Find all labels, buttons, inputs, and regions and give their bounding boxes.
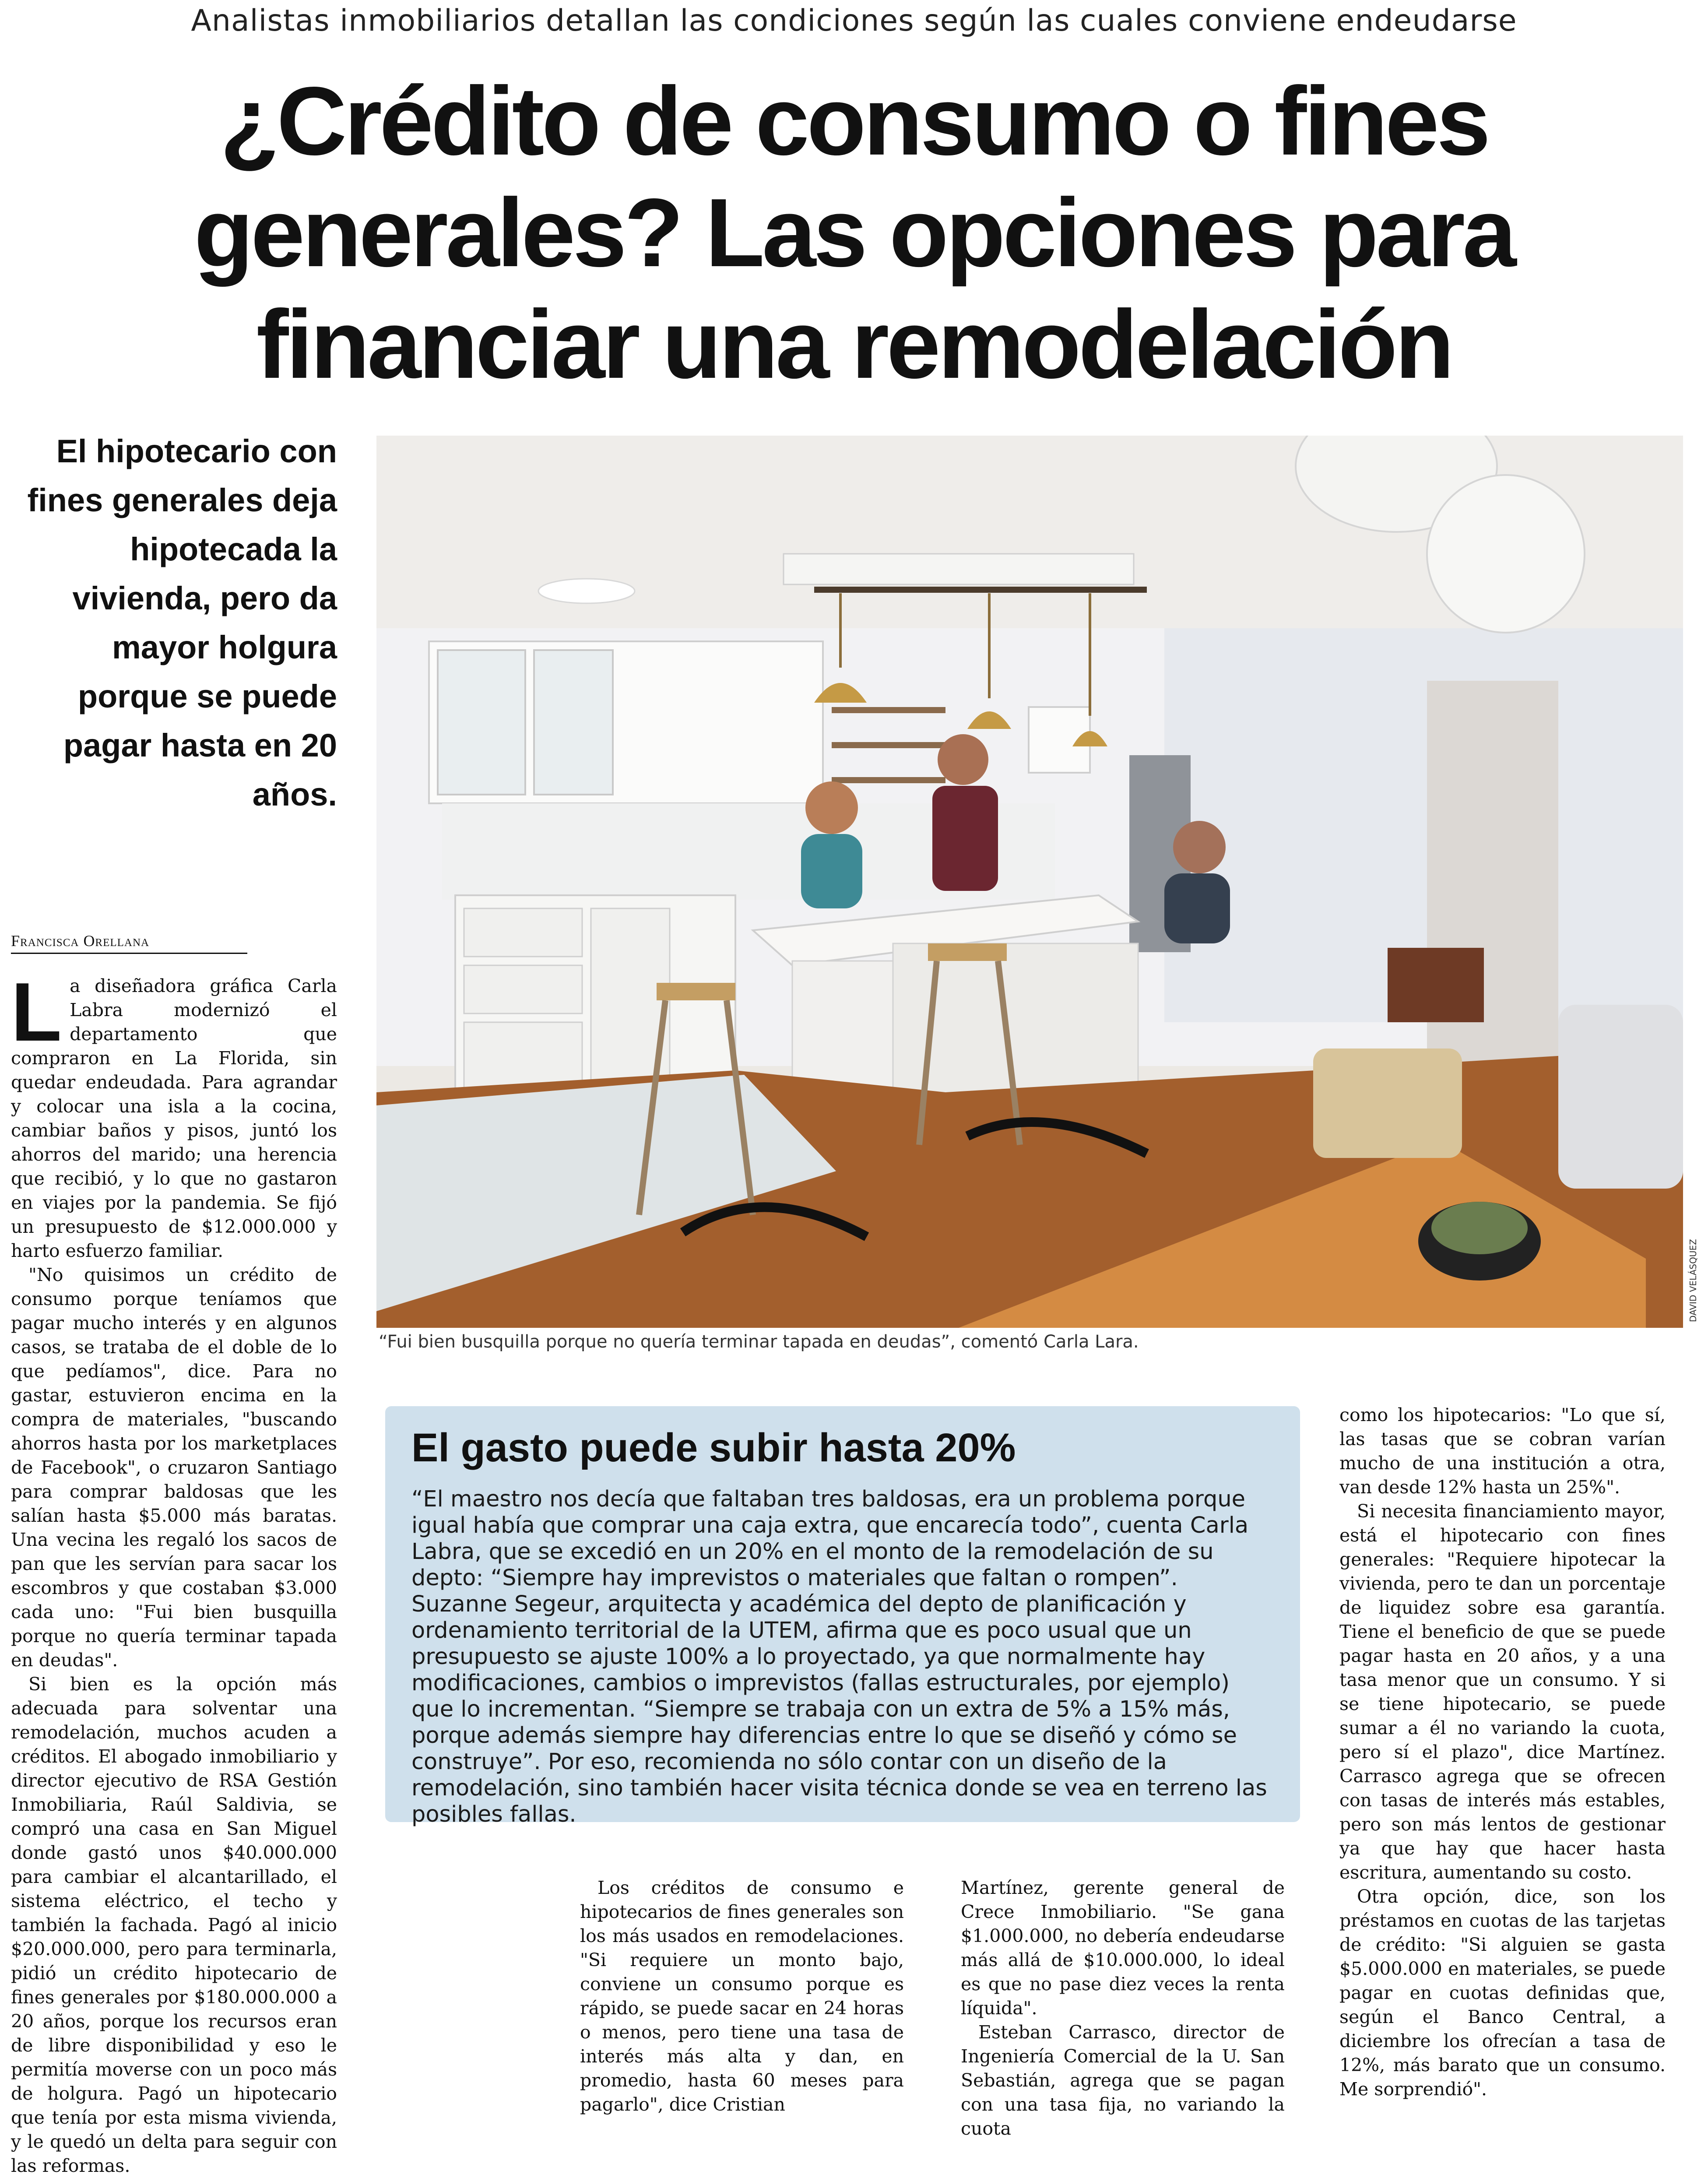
paragraph-8: Si necesita financiamiento mayor, está el hipotecario con fines generales: "Requiere hipotecar la vivienda, pero te dan un porcentaje de liquidez sobre esa garantía. Tiene el beneficio de que se puede pagar hasta en 20 años, y a una tasa menor que un consumo. Y si se tiene hipotecario, se puede sumar a él no variando la cuota, pero sí el plazo", dice Martínez. Carrasco agrega que se ofrecen con tasas de interés más estables, pero son más lentos de gestionar ya que hay que hacer hasta escritura, aumentando su costo. (1339, 1501, 1666, 1883)
paragraph-2: "No quisimos un crédito de consumo porque teníamos que pagar mucho interés y en algunos casos, se trataba de el doble de lo que pedíamos", dice. Para no gastar, estuvieron encima en la compra de materiales, "buscando ahorros hasta por los marketplaces de Facebook", o cruzaron Santiago para comprar baldosas que les salían hasta $5.000 más baratas. Una vecina les regaló los sacos de pan que les servían para sacar los escombros y que costaban $3.000 cada uno: "Fui bien busquilla porque no quería terminar tapada en deudas". (11, 1264, 337, 1671)
drop-cap: L (11, 966, 62, 1059)
paragraph-3: Si bien es la opción más adecuada para solventar una remodelación, muchos acuden a créditos. El abogado inmobiliario y director ejecutivo de RSA Gestión Inmobiliaria, Raúl Saldivia, se compró una casa en San Miguel donde gastó unos $40.000.000 para cambiar el alcantarillado, el sistema eléctrico, el techo y también la fachada. Pagó al inicio $20.000.000, pero para terminarla, pidió un crédito hipotecario de fines generales por $180.000.000 a 20 años, porque los recursos eran de libre disponibilidad y eso le permitía moverse con un poco más de holgura. Pagó un hipotecario que tenía por esta misma vivienda, y le quedó un delta para seguir con las reformas. (11, 1674, 337, 2176)
paragraph-1: La diseñadora gráfica Carla Labra modernizó el departamento que compraron en La Florida, sin quedar endeudada. Para agrandar y colocar una isla a la cocina, cambiar baños y pisos, juntó los ahorros del marido; una herencia que recibió, y lo que no gastaron en viajes por la pandemia. Se fijó un presupuesto de $12.000.000 y harto esfuerzo familiar. (11, 966, 337, 1261)
paragraph-9: Otra opción, dice, son los préstamos en cuotas de las tarjetas de crédito: "Si alguien se gasta $5.000.000 en materiales, se puede pagar en cuotas definidas que, según el Banco Central, a diciembre los ofrecían a tasa de 12%, más barato que un consumo. Me sorprendió". (1339, 1886, 1666, 2100)
photo-caption: “Fui bien busquilla porque no quería terminar tapada en deudas”, comentó Carla Lara. (379, 1332, 1139, 1352)
byline: Francisca Orellana (11, 932, 247, 954)
paragraph-5: Martínez, gerente general de Crece Inmobiliario. "Se gana $1.000.000, no debería endeudarse más allá de $10.000.000, lo ideal es que no pase diez veces la renta líquida". (961, 1877, 1285, 2019)
column-2 (580, 1876, 904, 2117)
headline: ¿Crédito de consumo o fines generales? Las opciones para financiar una remodelación (194, 67, 1514, 399)
paragraph-6: Esteban Carrasco, director de Ingeniería Comercial de la U. San Sebastián, agrega que se pagan con una tasa fija, no variando la cuota (961, 2022, 1285, 2139)
column-3 (961, 1876, 1285, 2141)
column-1 (11, 966, 337, 2178)
article-photo (376, 436, 1683, 1328)
kicker: Analistas inmobiliarios detallan las condiciones según las cuales conviene endeudarse (191, 4, 1517, 38)
photo-credit: DAVID VELÁSQUEZ (1688, 1239, 1698, 1322)
sidebar-paragraph-1: “El maestro nos decía que faltaban tres baldosas, era un problema porque igual había que comprar una caja extra, que encarecía todo”, cuenta Carla Labra, que se excedió en un 20% en el monto de la remodelación de su depto: “Siempre hay imprevistos o materiales que faltan o rompen”. (411, 1486, 1249, 1591)
deck: El hipotecario con fines generales deja hipotecada la vivienda, pero da mayor holgura porque se puede pagar hasta en 20 años. (27, 433, 337, 813)
sidebar-box-title: El gasto puede subir hasta 20% (411, 1425, 1016, 1470)
sidebar-box-text (411, 1486, 1278, 1828)
paragraph-4: Los créditos de consumo e hipotecarios de fines generales son los más usados en remodelaciones. "Si requiere un monto bajo, conviene un consumo porque es rápido, se puede sacar en 24 horas o menos, pero tiene una tasa de interés más alta y dan, en promedio, hasta 60 meses para pagarlo", dice Cristian (580, 1877, 904, 2115)
column-4 (1339, 1403, 1666, 2101)
paragraph-7: como los hipotecarios: "Lo que sí, las tasas que se cobran varían mucho de una institución a otra, van desde 12% hasta un 25%". (1339, 1404, 1666, 1498)
sidebar-paragraph-2: Suzanne Segeur, arquitecta y académica del depto de planificación y ordenamiento territorial de la UTEM, afirma que es poco usual que un presupuesto se ajuste 100% a lo proyectado, ya que normalmente hay modificaciones, cambios o imprevistos (fallas estructurales, por ejemplo) que lo incrementan. “Siempre se trabaja con un extra de 5% a 15% más, porque además siempre hay diferencias entre lo que se diseñó y cómo se construye”. Por eso, recomienda no sólo contar con un diseño de la remodelación, sino también hacer visita técnica donde se vea en terreno las posibles fallas. (411, 1591, 1267, 1827)
kitchen-photo-illustration (376, 436, 1683, 1328)
